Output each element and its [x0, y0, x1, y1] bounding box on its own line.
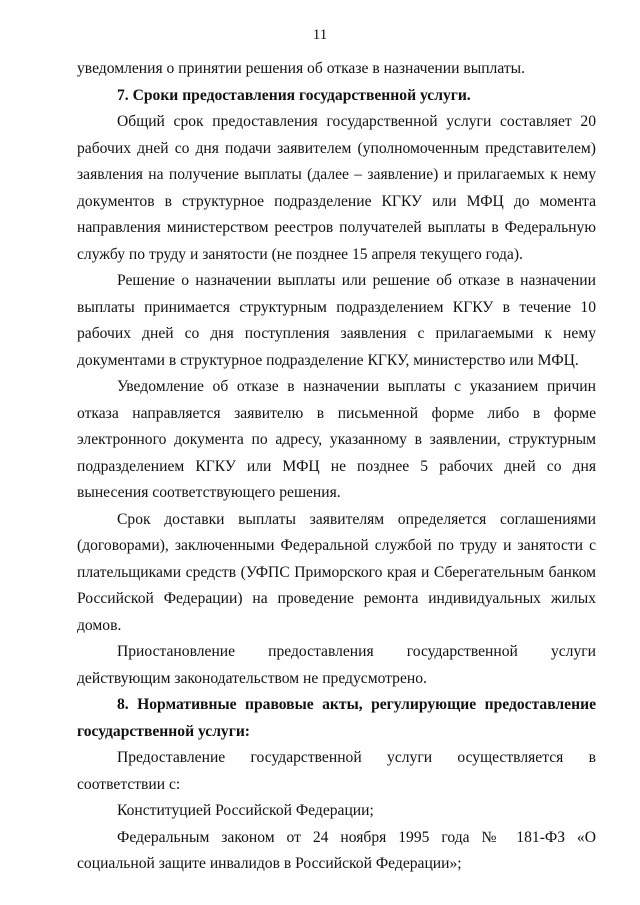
paragraph-legal-basis: Предоставление государственной услуги осуществляется в соответствии с:	[77, 749, 596, 793]
page-number: 11	[312, 27, 328, 43]
section-heading-8: 8. Нормативные правовые акты, регулирующие предоставление государственной услуги:	[77, 696, 596, 740]
paragraph-decision-term: Решение о назначении выплаты или решение об отказе в назначении выплаты принимается структурным подразделением КГКУ в течение 10 рабочих дней со дня поступления заявления с прилагаемыми к нему документами в структурное подразделение КГКУ, министерство или МФЦ.	[77, 272, 596, 369]
paragraph-suspension: Приостановление предоставления государственной услуги действующим законодательством не предусмотрено.	[77, 643, 596, 687]
document-body	[77, 56, 596, 878]
section-heading-7: 7. Сроки предоставления государственной услуги.	[117, 86, 471, 104]
paragraph-continuation: уведомления о принятии решения об отказе в назначении выплаты.	[77, 60, 526, 77]
list-item-constitution: Конституцией Российской Федерации;	[117, 802, 374, 819]
paragraph-total-term: Общий срок предоставления государственной услуги составляет 20 рабочих дней со дня подачи заявителем (уполномоченным представителем) заявления на получение выплаты (далее – заявление) и прилагаемых к нему документов в структурное подразделение КГКУ или МФЦ до момента направления министерством реестров получателей выплаты в Федеральную службу по труду и занятости (не позднее 15 апреля текущего года).	[77, 113, 596, 263]
list-item-federal-law: Федеральным законом от 24 ноября 1995 года № 181-ФЗ «О социальной защите инвалидов в Российской Федерации»;	[77, 828, 596, 872]
paragraph-refusal-notice: Уведомление об отказе в назначении выплаты с указанием причин отказа направляется заявителю в письменной форме либо в форме электронного документа по адресу, указанному в заявлении, структурным подразделением КГКУ или МФЦ не позднее 5 рабочих дней со дня вынесения соответствующего решения.	[77, 378, 596, 501]
paragraph-delivery-term: Срок доставки выплаты заявителям определяется соглашениями (договорами), заключенными Федеральной службой по труду и занятости с плательщиками средств (УФПС Приморского края и Сберегательным банком Российской Федерации) на проведение ремонта индивидуальных жилых домов.	[77, 510, 596, 634]
